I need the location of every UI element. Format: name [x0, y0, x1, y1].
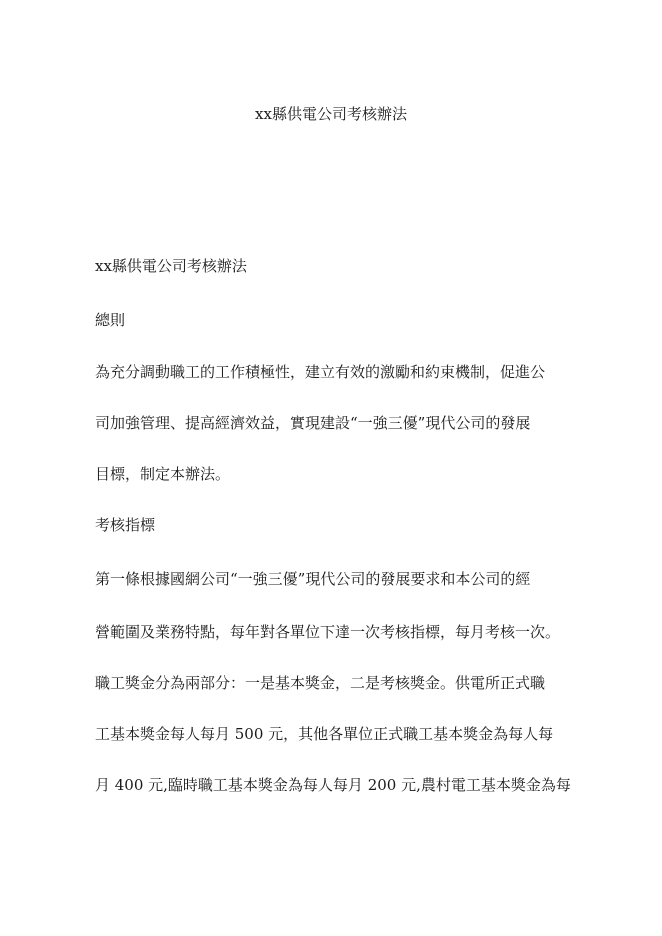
paragraph-line: 工基本獎金每人每月 500 元，其他各單位正式職工基本獎金為每人每	[95, 725, 554, 743]
document-subtitle: xx縣供電公司考核辦法	[95, 257, 247, 275]
section-heading-indicators: 考核指標	[95, 516, 156, 534]
paragraph-line: 月 400 元,臨時職工基本獎金為每人每月 200 元,農村電工基本獎金為每	[95, 776, 571, 794]
paragraph-line: 為充分調動職工的工作積極性，建立有效的激勵和約束機制，促進公	[95, 363, 546, 381]
section-heading-general: 總則	[95, 311, 126, 329]
paragraph-line: 司加強管理、提高經濟效益，實現建設“一強三優”現代公司的發展	[95, 414, 531, 432]
paragraph-line: 目標，制定本辦法。	[95, 465, 231, 483]
paragraph-line: 職工獎金分為兩部分：一是基本獎金，二是考核獎金。供電所正式職	[95, 674, 546, 692]
paragraph-line: 營範圍及業務特點，每年對各單位下達一次考核指標，每月考核一次。	[95, 623, 561, 641]
document-title: xx縣供電公司考核辦法	[255, 105, 407, 123]
paragraph-line: 第一條根據國網公司“一強三優”現代公司的發展要求和本公司的經	[95, 570, 531, 588]
